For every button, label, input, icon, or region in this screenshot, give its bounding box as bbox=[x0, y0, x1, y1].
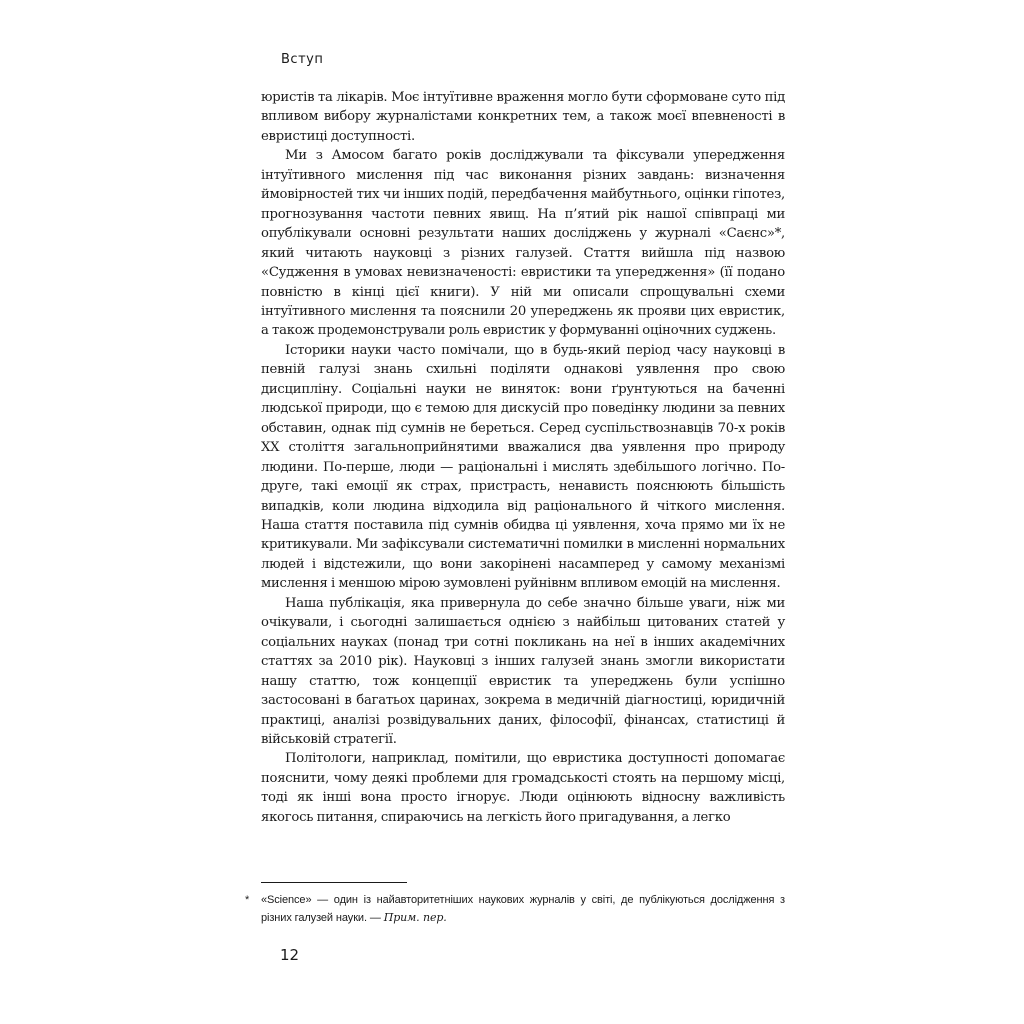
running-head: Вступ bbox=[281, 52, 324, 67]
translator-note: Прим. пер. bbox=[383, 911, 447, 924]
footnote-text: «Science» — один із найавторитетніших наукових журналів у світі, де публікуються дослідження з різних галузей науки. — bbox=[261, 894, 785, 924]
paragraph-5: Політологи, наприклад, помітили, що евристика доступності допомагає пояснити, чому деякі проблеми для громадськості стоять на першому місці, тоді як інші вона просто ігнорує. Люди оцінюють відносну важливість якогось питання, спираючись на легкість його пригадування, а легко bbox=[261, 751, 785, 825]
page-number: 12 bbox=[280, 946, 300, 964]
paragraph-4: Наша публікація, яка привернула до себе значно більше уваги, ніж ми очікували, і сьогодні залишається однією з найбільш цитованих статей у соціальних науках (понад три сотні покликань на неї в інших академічних статтях за 2010 рік). Науковці з інших галузей знань змогли використати нашу статтю, тож концепції евристик та упереджень були успішно застосовані в багатьох царинах, зокрема в медичній діагностиці, юридичній практиці, аналізі розвідувальних даних, філософії, фінансах, статистиці й військовій стратегії. bbox=[261, 595, 785, 747]
footnote bbox=[245, 891, 785, 927]
body-text bbox=[261, 88, 785, 827]
paragraph-2: Ми з Амосом багато років досліджували та фіксували упередження інтуїтивного мислення під час виконання різних завдань: визначення ймовірностей тих чи інших подій, передбачення майбутнього, оцінки гіпотез, прогнозування частоти певних явищ. На п’ятий рік нашої співпраці ми опублікували основні результати наших досліджень у журналі «Саєнс»*, який читають науковці з різних галузей. Стаття вийшла під назвою «Судження в умовах невизначеності: евристики та упередження» (її подано повністю в кінці цієї книги). У ній ми описали спрощувальні схеми інтуїтивного мислення та пояснили 20 упереджень як прояви цих евристик, а також продемонстрували роль евристик у формуванні оціночних суджень. bbox=[261, 148, 785, 339]
paragraph-1: юристів та лікарів. Моє інтуїтивне враження могло бути сформоване суто під впливом вибору журналістами конкретних тем, а також моєї впевненості в евристиці доступності. bbox=[261, 90, 785, 144]
footnote-divider bbox=[261, 882, 407, 883]
paragraph-3: Історики науки часто помічали, що в будь-який період часу науковці в певній галузі знань схильні поділяти однакові уявлення про свою дисципліну. Соціальні науки не виняток: вони ґрунтуються на баченні людської природи, що є темою для дискусій про поведінку людини за певних обставин, однак під сумнів не береться. Серед суспільствознавців 70-х років XX століття загальноприйнятими вважалися два уявлення про природу людини. По-перше, люди — раціональні і мислять здебільшого логічно. По-друге, такі емоції як страх, пристрасть, ненависть пояснюють більшість випадків, коли людина відходила від раціонального й чіткого мислення. Наша стаття поставила під сумнів обидва ці уявлення, хоча прямо ми їх не критикували. Ми зафіксували систематичні помилки в мисленні нормальних людей і відстежили, що вони закорінені насамперед у самому механізмі мислення і меншою мірою зумовлені руйнівнм впливом емоцій на мислення. bbox=[261, 342, 785, 592]
footnote-marker: * bbox=[245, 894, 250, 906]
footnote-body bbox=[261, 891, 785, 927]
